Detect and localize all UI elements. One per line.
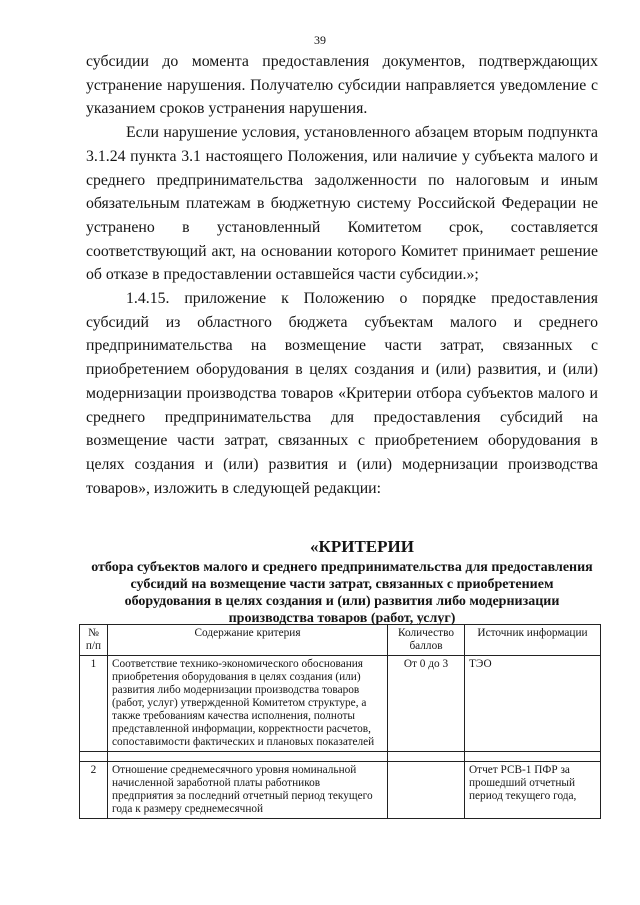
cell-points (388, 762, 465, 819)
cell-number: 1 (80, 656, 108, 752)
table-row (80, 762, 601, 819)
cell-content: Отношение среднемесячного уровня номинальной начисленной заработной платы работников предприятия за последний отчетный период текущего года к размеру среднемесячной (108, 762, 388, 819)
cell-number: 2 (80, 762, 108, 819)
cell-points: От 0 до 3 (388, 656, 465, 752)
paragraph-continuation: субсидии до момента предоставления документов, подтверждающих устранение нарушения. Получателю субсидии направляется уведомление с указанием сроков устранения нарушения. (86, 53, 598, 118)
header-number: № п/п (80, 625, 108, 656)
header-points: Количество баллов (388, 625, 465, 656)
table-row-spacer (80, 752, 601, 762)
criteria-subtitle: отбора субъектов малого и среднего предпринимательства для предоставления субсидий на возмещение части затрат, связанных с приобретением оборудования в целях создания и (или) развития либо модернизации производства товаров (работ, услуг) (91, 560, 593, 626)
page-number: 39 (314, 33, 326, 47)
header-content: Содержание критерия (108, 625, 388, 656)
cell-content: Соответствие технико-экономического обоснования приобретения оборудования в целях создания (или) развития либо модернизации производства товаров (работ, услуг) утвержденной Комитетом структуре, а также требованиям качества исполнения, полноты представленной информации, корректности расчетов, сопоставимости фактических и плановых показателей (108, 656, 388, 752)
table-header-row (80, 625, 601, 656)
criteria-table (79, 624, 601, 819)
table-row (80, 656, 601, 752)
paragraph-amendment: 1.4.15. приложение к Положению о порядке предоставления субсидий из областного бюджета субъектам малого и среднего предпринимательства на возмещение части затрат, связанных с приобретением оборудования в целях создания и (или) развития, и (или) модернизации производства товаров «Критерии отбора субъектов малого и среднего предпринимательства для предоставления субсидий на возмещение части затрат, связанных с приобретением оборудования в целях создания и (или) развития и (или) модернизации производства товаров», изложить в следующей редакции: (86, 290, 598, 497)
criteria-title: «КРИТЕРИИ (310, 537, 414, 556)
paragraph-violation-act: Если нарушение условия, установленного абзацем вторым подпункта 3.1.24 пункта 3.1 настоящего Положения, или наличие у субъекта малого и среднего предпринимательства задолженности по налоговым и иным обязательным платежам в бюджетную систему Российской Федерации не устранено в установленный Комитетом срок, составляется соответствующий акт, на основании которого Комитет принимает решение об отказе в предоставлении оставшейся части субсидии.»; (86, 124, 598, 284)
body-text (86, 50, 598, 500)
cell-source: ТЭО (465, 656, 601, 752)
criteria-heading (86, 537, 598, 627)
header-source: Источник информации (465, 625, 601, 656)
cell-source: Отчет РСВ-1 ПФР за прошедший отчетный период текущего года, (465, 762, 601, 819)
